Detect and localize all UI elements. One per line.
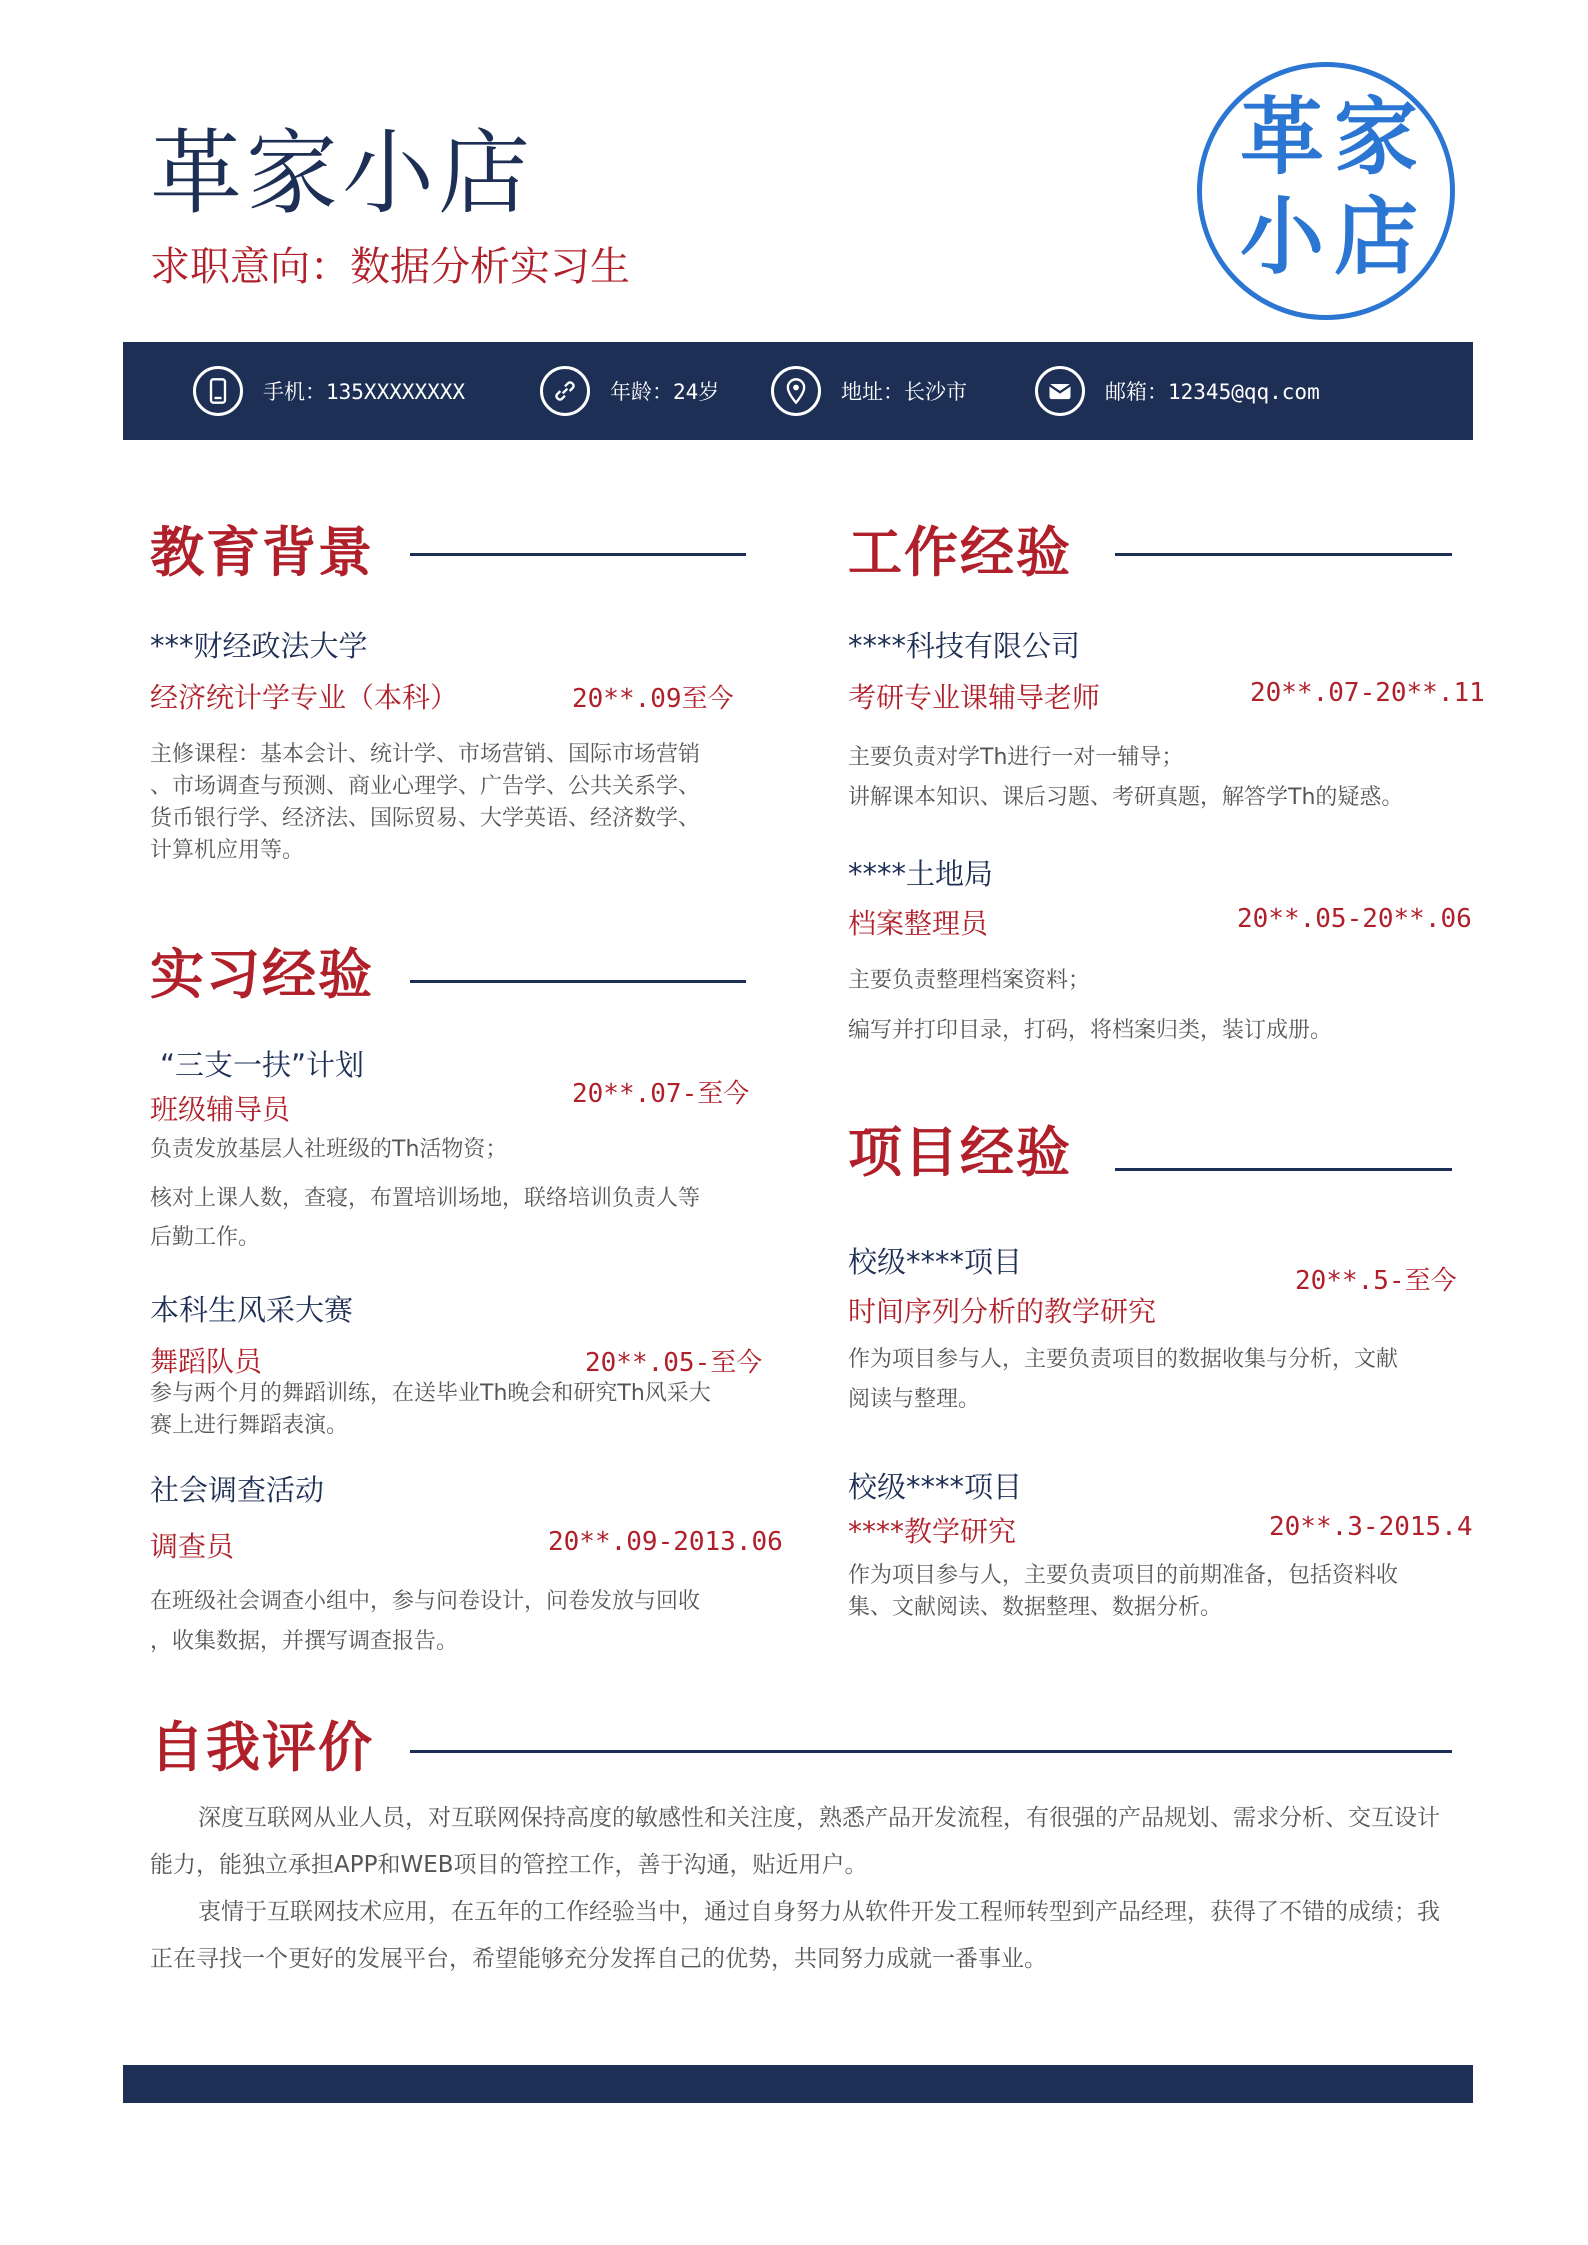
project-desc-line: 集、文献阅读、数据整理、数据分析。	[848, 1595, 1223, 1620]
contact-phone	[193, 342, 465, 440]
work-desc-line: 编写并打印目录，打码，将档案归类，装订成册。	[848, 1018, 1333, 1043]
internship-role: 调查员	[150, 1530, 235, 1563]
project-org: 校级****项目	[848, 1470, 1023, 1504]
seal-char: 店	[1334, 187, 1419, 286]
work-desc	[848, 738, 1403, 818]
internship-date: 20**.05-至今	[585, 1348, 763, 1378]
work-org: ****科技有限公司	[848, 629, 1081, 663]
project-desc-line: 作为项目参与人，主要负责项目的数据收集与分析，文献	[848, 1347, 1399, 1372]
project-desc	[848, 1340, 1398, 1420]
contact-email-text: 邮箱：12345@qq.com	[1105, 380, 1320, 404]
courses-line: 、市场调查与预测、商业心理学、广告学、公共关系学、	[150, 774, 701, 799]
project-desc	[848, 1560, 1398, 1624]
internship-role: 舞蹈队员	[150, 1345, 263, 1378]
internship-desc: 核对上课人数，查寝，布置培训场地，联络培训负责人等	[150, 1186, 701, 1211]
self-eval-paragraph: 衷情于互联网技术应用，在五年的工作经验当中，通过自身努力从软件开发工程师转型到产品经理，获得了不错的成绩；我正在寻找一个更好的发展平台，希望能够充分发挥自己的优势，共同努力成就一番事业。	[150, 1899, 1440, 1972]
self-eval-divider	[410, 1750, 1452, 1753]
seal-char: 小	[1240, 187, 1325, 286]
work-desc	[848, 956, 1332, 1056]
internship-divider	[410, 980, 746, 983]
education-courses	[150, 739, 700, 867]
project-desc-line: 阅读与整理。	[848, 1387, 981, 1412]
contact-age-text: 年龄：24岁	[610, 380, 720, 404]
education-divider	[410, 553, 746, 556]
project-role: ****教学研究	[848, 1515, 1017, 1548]
self-eval-title: 自我评价	[150, 1716, 374, 1779]
seal-char: 家	[1334, 87, 1419, 186]
name-seal-logo	[1197, 62, 1455, 320]
work-date: 20**.07-20**.11	[1250, 678, 1485, 708]
work-title: 工作经验	[848, 521, 1072, 584]
seal-char: 革	[1240, 87, 1325, 186]
internship-desc	[150, 1582, 700, 1662]
internship-desc-line: ，收集数据，并撰写调查报告。	[150, 1629, 459, 1654]
work-role: 考研专业课辅导老师	[848, 681, 1101, 714]
phone-icon	[193, 366, 243, 416]
projects-title: 项目经验	[848, 1121, 1072, 1184]
contact-email	[1035, 342, 1320, 440]
resume-name: 革家小店	[150, 120, 535, 227]
education-date: 20**.09至今	[572, 684, 734, 714]
internship-title: 实习经验	[150, 943, 374, 1006]
internship-desc: 负责发放基层人社班级的Th活物资；	[150, 1137, 508, 1162]
self-eval-paragraph: 深度互联网从业人员，对互联网保持高度的敏感性和关注度，熟悉产品开发流程，有很强的产品规划、需求分析、交互设计能力，能独立承担APP和WEB项目的管控工作，善于沟通，贴近用户。	[150, 1805, 1440, 1878]
internship-desc	[150, 1378, 711, 1442]
project-date: 20**.3-2015.4	[1269, 1512, 1473, 1542]
internship-date: 20**.07-至今	[572, 1079, 750, 1109]
link-icon	[540, 366, 590, 416]
courses-line: 货币银行学、经济法、国际贸易、大学英语、经济数学、	[150, 806, 701, 831]
work-divider	[1115, 553, 1452, 556]
project-date: 20**.5-至今	[1295, 1266, 1457, 1296]
job-intent: 求职意向：数据分析实习生	[150, 244, 630, 290]
internship-org: “三支一扶”计划	[160, 1048, 365, 1082]
location-pin-icon	[771, 366, 821, 416]
internship-date: 20**.09-2013.06	[548, 1527, 783, 1557]
courses-line: 计算机应用等。	[150, 838, 305, 863]
internship-org: 社会调查活动	[150, 1473, 325, 1507]
projects-divider	[1115, 1168, 1452, 1171]
courses-line: 主修课程：基本会计、统计学、市场营销、国际市场营销	[150, 742, 701, 767]
work-desc-line: 主要负责整理档案资料；	[848, 968, 1091, 993]
internship-desc: 后勤工作。	[150, 1225, 261, 1250]
footer-bar	[123, 2065, 1473, 2103]
work-org: ****土地局	[848, 857, 994, 891]
work-desc-line: 主要负责对学Th进行一对一辅导；	[848, 745, 1184, 770]
work-date: 20**.05-20**.06	[1237, 904, 1472, 934]
education-title: 教育背景	[150, 521, 374, 584]
internship-desc-line: 在班级社会调查小组中，参与问卷设计，问卷发放与回收	[150, 1589, 701, 1614]
education-major: 经济统计学专业（本科）	[150, 681, 459, 714]
project-org: 校级****项目	[848, 1245, 1023, 1279]
project-desc-line: 作为项目参与人，主要负责项目的前期准备，包括资料收	[848, 1563, 1399, 1588]
contact-address-text: 地址：长沙市	[841, 380, 967, 404]
mail-icon	[1035, 366, 1085, 416]
education-school: ***财经政法大学	[150, 629, 368, 663]
work-role: 档案整理员	[848, 907, 989, 940]
contact-phone-text: 手机：135XXXXXXXX	[263, 380, 466, 404]
project-role: 时间序列分析的教学研究	[848, 1295, 1157, 1328]
internship-org: 本科生风采大赛	[150, 1293, 354, 1327]
internship-role: 班级辅导员	[150, 1093, 291, 1126]
contact-bar	[123, 342, 1473, 440]
contact-age	[540, 342, 719, 440]
contact-address	[771, 342, 967, 440]
work-desc-line: 讲解课本知识、课后习题、考研真题，解答学Th的疑惑。	[848, 785, 1404, 810]
internship-desc-line: 赛上进行舞蹈表演。	[150, 1413, 349, 1438]
internship-desc-line: 参与两个月的舞蹈训练，在送毕业Th晚会和研究Th风采大	[150, 1381, 711, 1406]
